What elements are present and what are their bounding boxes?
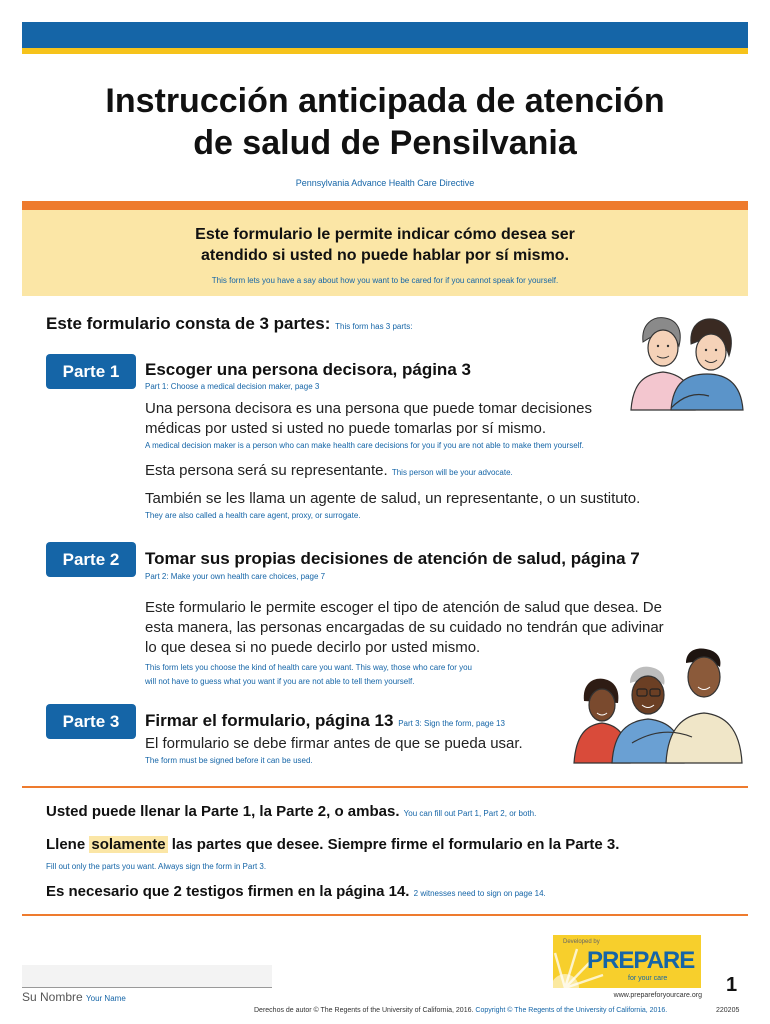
part-2-badge: Parte 2 xyxy=(46,542,136,577)
page-number: 1 xyxy=(726,974,738,996)
fill-options-en: You can fill out Part 1, Part 2, or both. xyxy=(403,809,537,818)
logo-developed-by: Developed by xyxy=(563,939,600,945)
intro-text xyxy=(22,224,748,266)
part-1-paragraph-1 xyxy=(145,399,592,439)
logo-wordmark: PREPARE xyxy=(587,947,695,974)
part-2-english xyxy=(145,661,472,689)
section-divider-bottom xyxy=(22,914,748,916)
parts-lead xyxy=(46,314,412,334)
fill-options-line xyxy=(46,803,536,820)
header-blue-bar xyxy=(22,22,748,48)
section-divider-top xyxy=(22,786,748,788)
intro-line-2: atendido si usted no puede hablar por sí mismo. xyxy=(200,247,570,264)
logo-tagline: for your care xyxy=(628,975,668,982)
part-1-p1-en: A medical decision maker is a person who can make health care decisions for you if you are not able to make them yourself. xyxy=(145,441,584,450)
part-3-heading-es: Firmar el formulario, página 13 xyxy=(145,711,394,730)
parts-lead-es: Este formulario consta de 3 partes: xyxy=(46,314,331,333)
fill-only-b: las partes que desee. Siempre firme el formulario en la Parte 3. xyxy=(171,836,620,853)
part-1-p1-line-2: médicas por usted si usted no puede tomarlas por sí mismo. xyxy=(145,420,547,437)
part-2-en-line-1: This form lets you choose the kind of health care you want. This way, those who care for you xyxy=(145,663,472,672)
witnesses-es: Es necesario que 2 testigos firmen en la página 14. xyxy=(46,883,410,900)
part-1-p3-en: They are also called a health care agent, proxy, or surrogate. xyxy=(145,511,361,520)
witnesses-en: 2 witnesses need to sign on page 14. xyxy=(413,889,546,898)
part-3-heading xyxy=(145,711,505,731)
three-people-illustration xyxy=(572,643,744,765)
parts-lead-en: This form has 3 parts: xyxy=(335,322,413,331)
part-1-paragraph-3: También se les llama un agente de salud, un representante, o un sustituto. xyxy=(145,490,641,507)
copyright-en: Copyright © The Regents of the University of California, 2016. xyxy=(475,1007,668,1014)
fill-only-highlight: solamente xyxy=(91,836,166,853)
witnesses-line xyxy=(46,883,546,900)
part-2-line-2: esta manera, las personas encargadas de su cuidado no tendrán que adivinar xyxy=(145,619,664,636)
part-1-heading: Escoger una persona decisora, página 3 xyxy=(145,360,471,379)
name-label-es: Su Nombre xyxy=(22,990,83,1004)
form-code: 220205 xyxy=(716,1007,740,1014)
two-women-illustration xyxy=(625,312,745,412)
part-2-en-line-2: will not have to guess what you want if you are not able to tell them yourself. xyxy=(145,677,415,686)
part-3-body: El formulario se debe firmar antes de que se pueda usar. xyxy=(145,735,523,752)
part-3-body-en: The form must be signed before it can be used. xyxy=(145,756,313,765)
part-3-heading-en: Part 3: Sign the form, page 13 xyxy=(398,719,505,728)
part-2-line-1: Este formulario le permite escoger el tipo de atención de salud que desea. De xyxy=(145,599,662,616)
part-2-heading: Tomar sus propias decisiones de atención de salud, página 7 xyxy=(145,549,640,568)
name-field-underline xyxy=(22,987,272,988)
title-line-1: Instrucción anticipada de atención xyxy=(105,82,665,120)
header-yellow-bar xyxy=(22,48,748,54)
part-1-paragraph-2 xyxy=(145,461,513,483)
prepare-logo xyxy=(553,935,701,988)
part-3-badge: Parte 3 xyxy=(46,704,136,739)
part-1-p1-line-1: Una persona decisora es una persona que puede tomar decisiones xyxy=(145,400,592,417)
intro-english: This form lets you have a say about how you want to be cared for if you cannot speak for yourself. xyxy=(211,276,559,285)
website-link[interactable]: www.prepareforyourcare.org xyxy=(613,992,702,999)
part-2-line-3: lo que desea si no puede decirlo por usted mismo. xyxy=(145,639,481,656)
subtitle-english: Pennsylvania Advance Health Care Directive xyxy=(295,178,475,188)
part-1-badge: Parte 1 xyxy=(46,354,136,389)
part-2-heading-en: Part 2: Make your own health care choices, page 7 xyxy=(145,572,326,581)
orange-divider xyxy=(22,201,748,210)
part-1-heading-en: Part 1: Choose a medical decision maker, page 3 xyxy=(145,382,320,391)
copyright xyxy=(254,1007,667,1014)
part-1-p2-en: This person will be your advocate. xyxy=(391,468,513,477)
fill-only-a: Llene xyxy=(46,836,86,853)
name-label-en: Your Name xyxy=(86,994,126,1003)
fill-only-en: Fill out only the parts you want. Always sign the form in Part 3. xyxy=(46,862,267,871)
name-field[interactable] xyxy=(22,965,272,987)
page-title xyxy=(22,80,748,164)
fill-only-line xyxy=(46,836,619,853)
intro-line-1: Este formulario le permite indicar cómo desea ser xyxy=(195,226,575,243)
title-line-2: de salud de Pensilvania xyxy=(193,124,577,162)
fill-options-es: Usted puede llenar la Parte 1, la Parte 2, o ambas. xyxy=(46,803,400,820)
name-label xyxy=(22,990,126,1004)
copyright-es: Derechos de autor © The Regents of the University of California, 2016. xyxy=(254,1007,474,1014)
part-1-p2: Esta persona será su representante. xyxy=(145,462,388,479)
